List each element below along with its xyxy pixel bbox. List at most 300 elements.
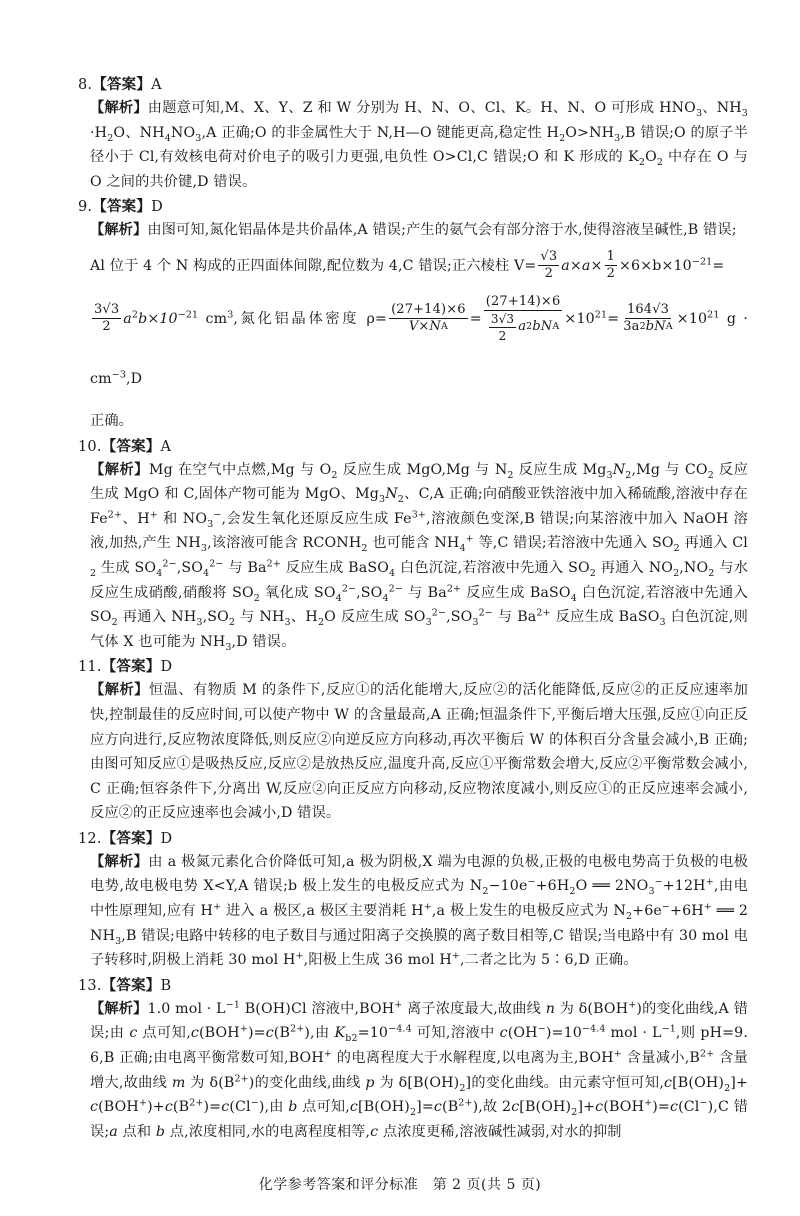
subscript: 2: [656, 157, 664, 169]
text: 也可能含 NH: [367, 535, 460, 552]
subscript: 2: [638, 157, 646, 169]
text: mol · L: [605, 1025, 662, 1042]
subscript: 2: [331, 469, 338, 481]
superscript: 2+: [290, 1023, 305, 1035]
superscript: 2+: [458, 1097, 473, 1109]
subscript: 2: [724, 1082, 731, 1094]
subscript: 3: [200, 543, 208, 555]
superscript: +: [613, 1048, 622, 1060]
q9-analysis: [78, 218, 748, 433]
text: 、C,A 正确;向硝酸亚铁溶液中加入稀硫酸,溶液中存在 Fe: [90, 486, 748, 527]
subscript: 3: [115, 935, 122, 947]
text: 进入 a 极区,a 极区主要消耗 H: [221, 903, 424, 920]
text: 1.0 mol · L: [147, 1000, 226, 1017]
superscript: +: [239, 1023, 248, 1035]
question-12: [78, 828, 748, 973]
superscript: +: [213, 901, 222, 913]
text: c: [511, 1099, 520, 1116]
text: ),C 错误;: [90, 1099, 748, 1140]
subscript: 2: [111, 616, 118, 628]
text: O ══ 2NO: [575, 878, 649, 895]
q12-answer-line: [78, 828, 748, 850]
subscript: 3: [659, 616, 666, 628]
text: (B: [172, 1099, 190, 1116]
superscript: 3+: [411, 509, 426, 521]
text: ,SO: [202, 609, 229, 626]
text: (BOH: [98, 1099, 139, 1116]
text: (B: [273, 1025, 291, 1042]
superscript: +: [423, 901, 432, 913]
q13-number: 13.: [78, 977, 102, 994]
question-9: [78, 196, 748, 433]
q8-analysis: [78, 96, 748, 194]
text: ,Mg 与 CO: [631, 461, 708, 478]
superscript: 2+: [234, 1072, 249, 1084]
text: Mg 在空气中点燃,Mg 与 O: [148, 461, 332, 478]
superscript: −: [699, 1097, 708, 1109]
text: ,SO: [356, 584, 383, 601]
superscript: −: [661, 901, 671, 913]
superscript: −4.4: [388, 1023, 412, 1035]
q10-number: 10.: [78, 438, 102, 455]
superscript: −1: [661, 1023, 676, 1035]
superscript: −1: [225, 999, 241, 1011]
text: 中存在 O 与 O 之间的共价键,D 错误。: [90, 149, 748, 190]
text: 为 δ(BOH: [554, 1000, 629, 1017]
text: )=: [203, 1099, 222, 1116]
answer-label: 【答案】: [101, 976, 161, 994]
text: ,SO: [446, 609, 473, 626]
subscript: 4: [459, 543, 466, 555]
text: a: [518, 319, 527, 335]
text: Al 位于 4 个 N 构成的正四面体间隙,配位数为 4,C 错误;正六棱柱 V=: [90, 257, 537, 274]
q9-answer: D: [151, 199, 163, 216]
text: 反应生成 MgO 和 C,固体产物可能为 MgO、Mg: [90, 461, 748, 503]
answer-label: 【答案】: [101, 658, 161, 676]
subscript: 3: [284, 616, 291, 628]
density-formula-line: [90, 289, 748, 409]
text: ,SO: [176, 559, 204, 576]
text: 点和: [117, 1123, 156, 1140]
subscript: 3: [379, 493, 386, 505]
superscript: 2−: [162, 558, 177, 570]
numerator: 1: [606, 249, 615, 265]
analysis-label: 【解析】: [90, 461, 149, 478]
superscript: −3: [111, 369, 127, 381]
text: 与 Ba: [492, 609, 537, 626]
q11-answer-line: [78, 656, 748, 678]
subscript: 3: [225, 641, 232, 653]
q11-number: 11.: [78, 659, 102, 676]
subscript: 2: [707, 469, 714, 481]
superscript: +: [705, 876, 714, 888]
text: c: [190, 1025, 199, 1042]
superscript: +: [295, 950, 304, 962]
text: )的变化曲线,曲线: [248, 1074, 366, 1091]
text: 再通入 Cl: [679, 535, 748, 552]
question-13: [78, 975, 748, 1145]
denominator: 2: [498, 328, 507, 343]
text: 反应生成 MgO,Mg 与 N: [337, 461, 508, 478]
text: 3a: [623, 319, 640, 335]
text: (BOH: [198, 1025, 240, 1042]
q11-analysis: [78, 678, 748, 826]
text: 含量增大,故曲线: [90, 1050, 748, 1091]
text: V×N: [408, 319, 441, 335]
superscript: 2−: [209, 558, 224, 570]
superscript: +: [394, 999, 403, 1011]
q12-analysis: [78, 850, 748, 973]
q13-answer-line: [78, 975, 748, 997]
subscript: 3: [606, 469, 613, 481]
text: NO: [170, 124, 196, 141]
analysis-label: 【解析】: [90, 100, 148, 116]
answer-label: 【答案】: [101, 437, 161, 455]
text: 由图可知,氮化铝晶体是共价晶体,A 错误;产生的氨气会有部分溶于水,使得溶液呈碱性,B 错误;: [147, 222, 737, 239]
subscript: b2: [345, 1033, 358, 1045]
superscript: 2+: [446, 582, 462, 594]
denominator: $\frac{3√3}{2}$ a 2 bN A: [490, 311, 560, 343]
text: ,阳极上生成 36 mol H: [303, 952, 452, 969]
text: ]+: [577, 1099, 596, 1116]
question-8: [78, 74, 748, 194]
q12-body: [90, 854, 748, 968]
fraction: [538, 249, 559, 282]
superscript: 2+: [536, 607, 551, 619]
subscript: 4: [156, 567, 163, 579]
text: ,D 错误。: [231, 633, 296, 650]
subscript: 2: [589, 567, 596, 579]
subscript: 2: [317, 616, 325, 628]
text: 反应生成 BaSO: [461, 584, 571, 601]
q9-answer-line: [78, 196, 748, 218]
superscript: −: [527, 876, 536, 888]
text: g · cm: [90, 310, 748, 387]
subscript: 4: [335, 592, 342, 604]
superscript: −: [537, 1023, 546, 1035]
text: −10e: [488, 878, 528, 895]
subscript: 2: [482, 886, 489, 898]
text: a: [123, 310, 132, 327]
text: [B(OH): [358, 1099, 410, 1116]
text: B(OH)Cl 溶液中,BOH: [240, 1000, 395, 1017]
text: [B(OH): [672, 1074, 725, 1091]
superscript: 2+: [266, 558, 281, 570]
text: c: [370, 1123, 379, 1140]
text: 与 NH: [235, 609, 285, 626]
text: ,NO: [679, 559, 709, 576]
text: c: [265, 1025, 274, 1042]
text: c: [669, 1099, 679, 1116]
answer-label: 【答案】: [92, 198, 152, 216]
text: 白色沉淀,若溶液中先通入 SO: [395, 559, 590, 576]
superscript: 21: [707, 309, 720, 321]
text: 再通入 NH: [117, 609, 197, 626]
text: )+: [147, 1099, 165, 1116]
text: ,a 极上发生的电极反应式为 N: [431, 903, 626, 920]
q11-answer: D: [160, 659, 173, 676]
superscript: +: [149, 509, 158, 521]
text: 反应生成 BaSO: [280, 559, 389, 576]
superscript: 2−: [478, 607, 493, 619]
text: b: [155, 1123, 166, 1140]
text: (BOH: [603, 1099, 645, 1116]
subscript: 2: [107, 132, 114, 144]
q10-body: [90, 461, 748, 653]
numerator: 3√3: [94, 302, 120, 318]
text: O、NH: [113, 124, 165, 141]
fraction: [621, 302, 675, 335]
text: O: [645, 149, 657, 166]
q13-analysis: [78, 997, 748, 1145]
text: (Cl: [229, 1099, 251, 1116]
fraction: [484, 294, 563, 344]
superscript: 21: [594, 309, 608, 321]
denominator: 3a 2 bN A: [623, 319, 673, 335]
subscript: 2: [673, 567, 680, 579]
text: 由题意可知,M、X、Y、Z 和 W 分别为 H、N、O、Cl、K。H、N、O 可形成 HNO: [147, 100, 696, 116]
text: 可知,溶液中: [411, 1025, 500, 1042]
text: +6e: [632, 903, 662, 920]
text: K: [334, 1025, 346, 1042]
text: 白色沉淀,若溶液中先通入 SO: [90, 584, 748, 626]
subscript: 2: [228, 616, 236, 628]
superscript: −: [213, 509, 222, 521]
text: c: [349, 1099, 359, 1116]
text: =10: [357, 1025, 389, 1042]
text: 点可知,: [137, 1025, 191, 1042]
numerator: 164√3: [626, 302, 670, 318]
text: O>NH: [565, 124, 615, 141]
text: ,D: [126, 370, 143, 387]
subscript: 2: [708, 567, 715, 579]
superscript: −4.4: [581, 1023, 606, 1035]
text: ,A 正确;O 的非金属性大于 N,H—O 键能更高,稳定性 H: [201, 124, 560, 141]
text: 点浓度更稀,溶液碱性减弱,对水的抑制: [378, 1123, 622, 1140]
superscript: 2−: [388, 582, 403, 594]
subscript: 2: [569, 886, 576, 898]
text: c: [129, 1025, 138, 1042]
text: 为 δ[B(OH): [374, 1074, 460, 1091]
subscript: 3: [196, 616, 203, 628]
text: 正确。: [90, 412, 134, 429]
subscript: 2: [673, 543, 680, 555]
text: 、H: [122, 510, 150, 527]
superscript: 2+: [107, 509, 123, 521]
text: 氧化成 SO: [259, 584, 336, 601]
q13-answer: B: [160, 977, 172, 994]
superscript: +: [465, 533, 474, 545]
superscript: +: [628, 999, 637, 1011]
text: ,B 错误;O 的原子半径小于 Cl,有效核电荷对价电子的吸引力更强,电负性 O>Cl,C 错误;O 和 K 形成的 K: [90, 124, 748, 166]
text: 含量减小,B: [621, 1050, 700, 1067]
text: c: [433, 1099, 443, 1116]
text: 与 Ba: [402, 584, 447, 601]
numerator: √3: [540, 249, 558, 265]
text: ,该溶液可能含 RCONH: [207, 535, 362, 552]
text: ,则 pH=9.6,B 正确;由电离平衡常数可知,BOH: [90, 1025, 748, 1067]
text: +6H: [670, 903, 704, 920]
denominator: 2: [606, 266, 615, 282]
text: 离子浓度最大,故曲线: [402, 1000, 546, 1017]
text: ×10: [676, 310, 708, 327]
text: 反应生成 BaSO: [550, 609, 660, 626]
fraction: [605, 249, 617, 282]
text: =: [607, 310, 620, 327]
question-11: [78, 656, 748, 826]
page-footer: 化学参考答案和评分标准 第 2 页(共 5 页): [258, 1177, 542, 1194]
analysis-label: 【解析】: [90, 853, 149, 870]
text: 等,C 错误;若溶液中先通入 SO: [473, 535, 674, 552]
superscript: −: [250, 1097, 259, 1109]
superscript: +: [644, 1097, 653, 1109]
q12-answer: D: [160, 830, 173, 847]
q9-number: 9.: [78, 199, 93, 216]
text: 白色沉淀,则气体 X 也可能为 NH: [90, 609, 748, 650]
text: ]的变化曲线。由元素守恒可知,: [465, 1074, 665, 1091]
text: O 反应生成 SO: [324, 609, 426, 626]
text: p: [365, 1074, 375, 1091]
volume-formula-line: [90, 243, 748, 289]
answer-label: 【答案】: [92, 76, 152, 93]
text: 点可知,: [297, 1099, 350, 1116]
subscript: 3: [425, 616, 432, 628]
subscript: 2: [397, 493, 404, 505]
text: cm: [198, 310, 228, 327]
text: ),由: [304, 1025, 335, 1042]
superscript: 2−: [431, 607, 447, 619]
q10-analysis: [78, 458, 748, 655]
text: 恒温、有物质 M 的条件下,反应①的活化能增大,反应②的活化能降低,反应②的正反应速率加快,控制最佳的反应时间,可以使产物中 W 的含量最高,A 正确;恒温条件下,平衡后增大压强,反应①向正反应方向进行,反应物浓度降低,则反应②向逆反应方向移动,再次平衡后 W 的体积百分含量会减小,B 正确;由图可知反应①是吸热反应,反应②是放热反应,温度升高,反应①平衡常数会增大,反应②平衡常数会减小,C 正确;恒容条件下,分离出 W,反应②向正反应方向移动,反应物浓度减小,则反应①的正反应速率会减小,反应②的正反应速率也会减小,D 错误。: [90, 682, 748, 822]
q10-answer-line: [78, 436, 748, 458]
superscript: +: [138, 1097, 148, 1109]
subscript: 2: [625, 910, 633, 922]
superscript: +: [451, 950, 460, 962]
text: ,二者之比为 5∶6,D 正确。: [459, 952, 638, 969]
subscript: 3: [472, 616, 479, 628]
q12-number: 12.: [78, 830, 102, 847]
superscript: 2+: [189, 1097, 204, 1109]
numerator: 3√3: [490, 311, 515, 326]
q8-number: 8.: [78, 77, 93, 93]
question-10: [78, 436, 748, 655]
text: 与水反应生成硝酸,硝酸将 SO: [90, 559, 748, 601]
text: 生成 SO: [96, 559, 157, 576]
numerator: (27+14)×6: [485, 293, 561, 309]
text: 与 Ba: [223, 559, 267, 576]
fraction: [489, 311, 516, 344]
subscript: 3: [614, 132, 621, 144]
text: ,会发生氧化还原反应生成 Fe: [221, 510, 412, 527]
text: ,氮化铝晶体密度 ρ=: [233, 310, 388, 327]
subscript: 3: [741, 107, 748, 119]
subscript: 2: [90, 567, 97, 579]
text: c: [595, 1099, 604, 1116]
q8-answer: A: [151, 77, 162, 93]
q8-answer-line: [78, 74, 748, 96]
answer-label: 【答案】: [101, 829, 161, 847]
text: =: [469, 310, 482, 327]
superscript: −: [654, 876, 663, 888]
text: +12H: [662, 878, 706, 895]
subscript: 3: [695, 107, 703, 119]
text: m: [171, 1074, 186, 1091]
text: (Cl: [678, 1099, 700, 1116]
subscript: 4: [570, 592, 577, 604]
q10-answer: A: [160, 438, 172, 455]
superscript: 2−: [341, 582, 357, 594]
text: b: [288, 1099, 298, 1116]
analysis-label: 【解析】: [90, 682, 149, 699]
text: 反应生成 Mg: [513, 461, 607, 478]
text: N: [385, 486, 398, 503]
text: ),故 2: [472, 1099, 512, 1116]
text: bN: [532, 319, 553, 335]
text: )=10: [545, 1025, 582, 1042]
text: (OH: [507, 1025, 538, 1042]
text: ,由电中性原理知,应有 H: [90, 878, 748, 920]
superscript: 3: [227, 309, 234, 321]
subscript: 2: [571, 1107, 578, 1119]
analysis-label: 【解析】: [90, 222, 148, 239]
text: ),由: [258, 1099, 289, 1116]
fraction: [389, 302, 468, 335]
subscript: 2: [507, 469, 514, 481]
text: ×10: [564, 310, 595, 327]
text: c: [164, 1099, 173, 1116]
text: ]=: [416, 1099, 434, 1116]
subscript: 2: [559, 132, 566, 144]
text: (B: [442, 1099, 459, 1116]
denominator: 2: [544, 266, 554, 282]
text: =: [712, 257, 725, 274]
denominator: 2: [102, 319, 111, 335]
fraction: [92, 302, 121, 335]
text: c: [221, 1099, 230, 1116]
superscript: 2+: [699, 1048, 715, 1060]
subscript: 3: [648, 886, 655, 898]
superscript: +: [703, 901, 712, 913]
superscript: −21: [177, 309, 199, 321]
superscript: 2: [131, 309, 139, 321]
subscript: 2: [409, 1107, 417, 1119]
text: c: [499, 1025, 508, 1042]
text: ══ 2NH: [90, 903, 748, 944]
subscript: 4: [203, 567, 210, 579]
text: ]+: [730, 1074, 748, 1091]
text: a: [109, 1123, 118, 1140]
denominator: V×N A: [408, 319, 448, 335]
superscript: +: [323, 1048, 332, 1060]
text: 、H: [290, 609, 318, 626]
subscript: 2: [625, 469, 632, 481]
analysis-label: 【解析】: [90, 1000, 148, 1017]
superscript: −21: [691, 256, 713, 268]
text: 由 a 极氮元素化合价降低可知,a 极为阴极,X 端为电源的负极,正极的电极电势高于负极的电极电势,故电极电势 X<Y,A 错误;b 极上发生的电极反应式为 N: [90, 853, 748, 895]
numerator: (27+14)×6: [391, 302, 466, 318]
subscript: 4: [164, 132, 171, 144]
q13-body: [90, 1001, 748, 1140]
text: )=: [247, 1025, 266, 1042]
subscript: 2: [459, 1082, 466, 1094]
text: c: [90, 1099, 99, 1116]
text: ×6×b×10: [618, 257, 692, 274]
subscript: 4: [389, 567, 396, 579]
text: ,溶液颜色变深,B 错误;向某溶液中加入 NaOH 溶液,加热,产生 NH: [90, 510, 748, 552]
text: 点,浓度相同,水的电离程度相等,: [165, 1123, 371, 1140]
text: c: [664, 1074, 673, 1091]
text: [B(OH): [519, 1099, 572, 1116]
